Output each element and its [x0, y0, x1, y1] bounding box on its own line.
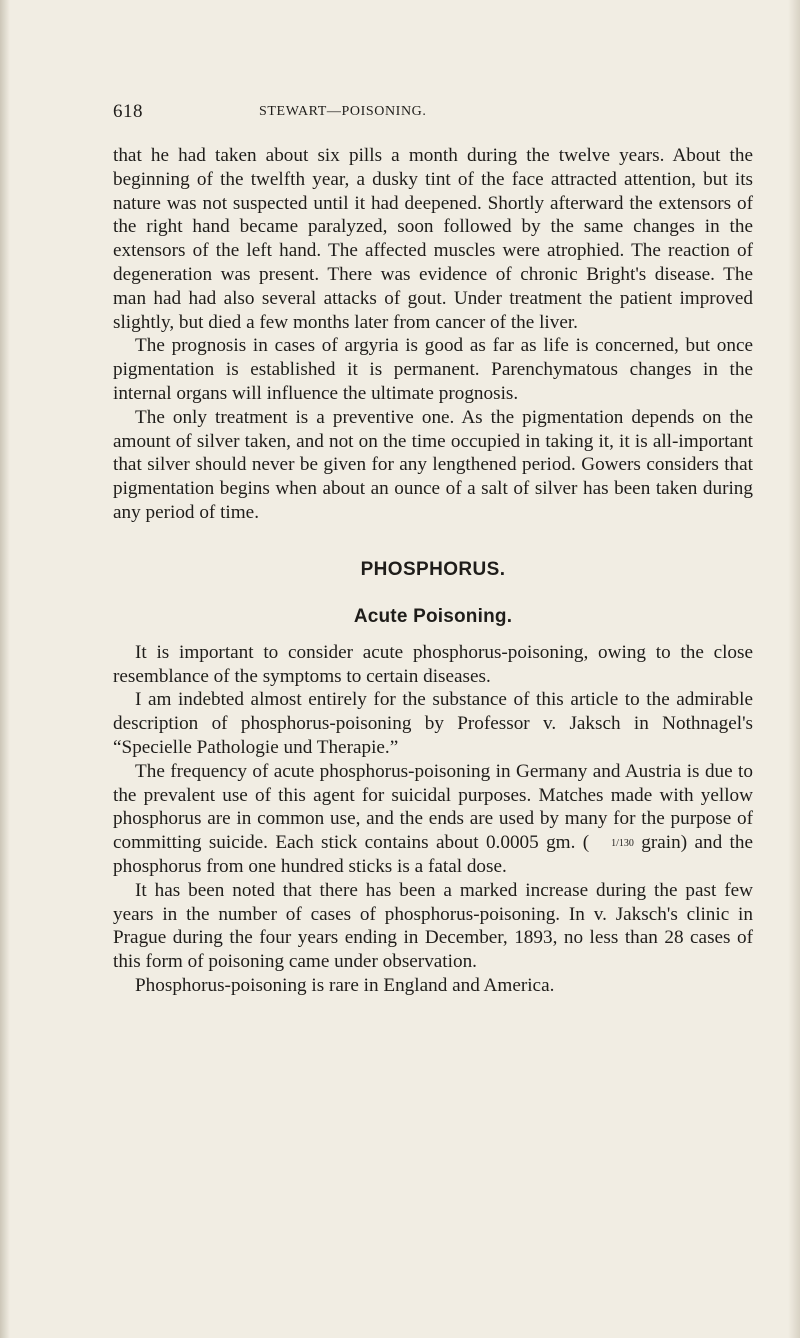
- page-body: [113, 144, 753, 998]
- paragraph-treatment: The only treatment is a preventive one. As the pigmentation depends on the amount of silver taken, and not on the time occupied in taking it, it is all-important that silver should never be given for any lengthened period. Gowers considers that pigmentation begins when about an ounce of a salt of silver has been taken during any period of time.: [113, 406, 753, 523]
- paragraph-case-report: that he had taken about six pills a month during the twelve years. About the beginning of the twelfth year, a dusky tint of the face attracted attention, but its nature was not suspected until it had deepened. Shortly afterward the extensors of the right hand became paralyzed, soon followed by the same changes in the extensors of the left hand. The affected muscles were atrophied. The reaction of degeneration was present. There was evidence of chronic Bright's disease. The man had had also several attacks of gout. Under treatment the patient improved slightly, but died a few months later from cancer of the liver.: [113, 145, 753, 333]
- page-number: 618: [113, 101, 143, 122]
- page-right-shadow: [788, 0, 800, 1338]
- page-header: [113, 101, 753, 125]
- section-heading-phosphorus: PHOSPHORUS.: [360, 558, 506, 580]
- subsection-heading-acute-poisoning: Acute Poisoning.: [353, 605, 513, 627]
- page-left-shadow: [0, 0, 10, 1338]
- paragraph-rarity: Phosphorus-poisoning is rare in England and America.: [135, 974, 555, 996]
- frequency-text-end: grain) and the phosphorus from one hundred sticks is a fatal dose.: [113, 832, 753, 877]
- grain-fraction: 1/130: [611, 837, 634, 849]
- running-head: STEWART—POISONING.: [259, 104, 427, 119]
- paragraph-increase: It has been noted that there has been a marked increase during the past few years in the number of cases of phosphorus-poisoning. In v. Jaksch's clinic in Prague during the four years ending in December, 1893, no less than 28 cases of this form of poisoning came under observation.: [113, 879, 753, 973]
- paragraph-introduction: It is important to consider acute phosphorus-poisoning, owing to the close resemblance of the symptoms to certain diseases.: [113, 641, 753, 687]
- frequency-text-start: The frequency of acute phosphorus-poisoning in Germany and Austria is due to the prevalent use of this agent for suicidal purposes. Matches made with yellow phosphorus are in common use, and the ends are used by many for the purpose of committing suicide. Each stick contains about 0.0005 gm. (: [113, 760, 753, 854]
- paragraph-prognosis: The prognosis in cases of argyria is good as far as life is concerned, but once pigmentation is established it is permanent. Parenchymatous changes in the internal organs will influence the ultimate prognosis.: [113, 335, 753, 404]
- paragraph-frequency: [113, 760, 753, 879]
- paragraph-acknowledgement: I am indebted almost entirely for the substance of this article to the admirable description of phosphorus-poisoning by Professor v. Jaksch in Nothnagel's “Specielle Pathologie und Therapie.”: [113, 689, 753, 758]
